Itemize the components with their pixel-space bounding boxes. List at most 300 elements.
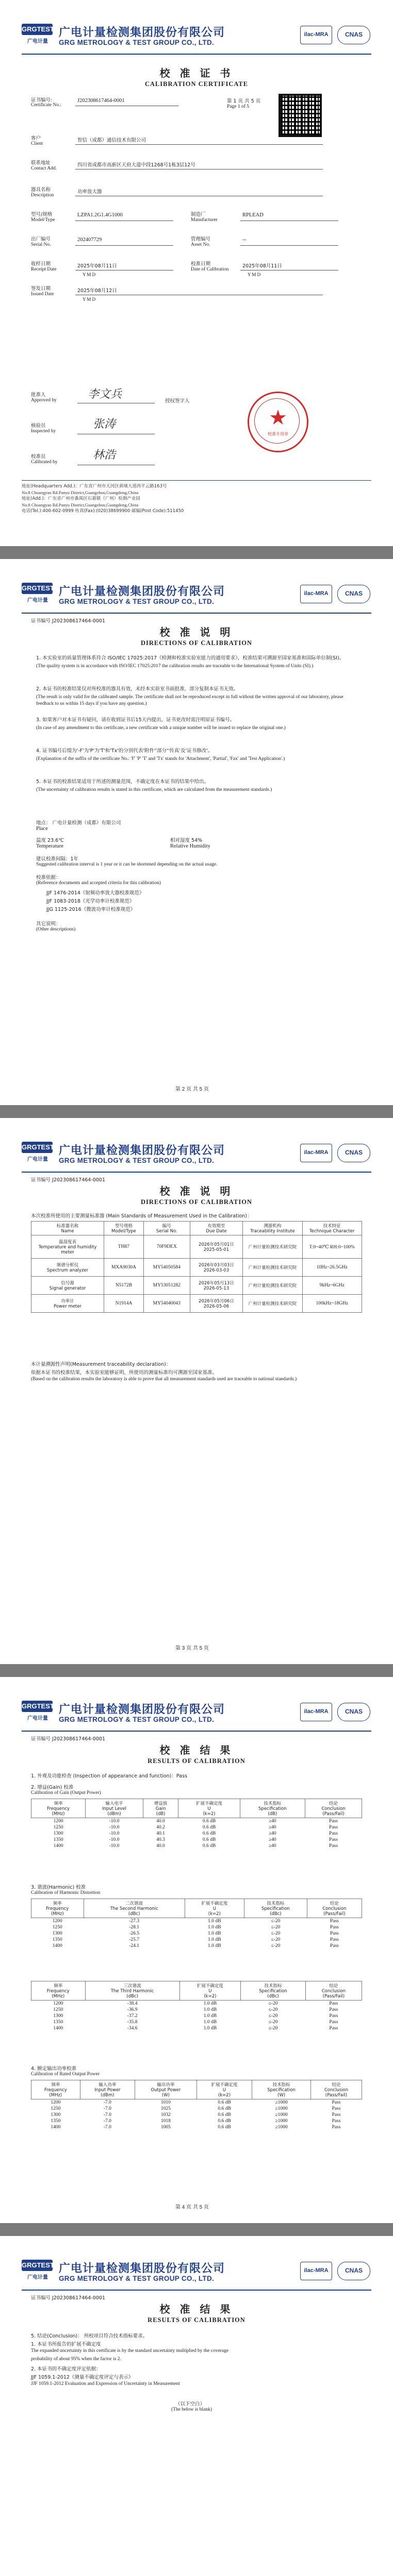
page-header	[22, 23, 371, 49]
table-cell: 1250	[52, 1925, 62, 1930]
inspected-signature: 张涛	[93, 418, 116, 431]
table-cell: 1350	[52, 1937, 62, 1942]
table-cell: N5172B	[104, 1277, 144, 1295]
table-cell: 1350	[53, 1837, 63, 1842]
table-cell: ≤-20	[268, 2026, 278, 2031]
table-row	[31, 1837, 362, 1843]
company-logo: GRGTEST 广电计量	[22, 1142, 54, 1164]
table-cell: 0.6 dB	[218, 2100, 231, 2105]
page-header: GRGTEST 广电计量 广电计量检测集团股份有限公司 GRG METROLOGY & TEST GROUP CO., LTD. ilac-MRA CNAS	[22, 1700, 371, 1726]
table-cell: ≥1000	[275, 2100, 288, 2105]
table-header	[31, 1222, 362, 1235]
cnas-icon: CNAS	[337, 26, 370, 44]
blank-marker: （以下空白）	[175, 2401, 205, 2407]
table-cell: ≥1000	[275, 2119, 288, 2124]
table-cell: ≥40	[268, 1837, 276, 1842]
page-title: 校 准 结 果	[159, 2303, 234, 2315]
table-cell: Pass	[330, 1937, 339, 1942]
table-cell: ≤-20	[271, 1931, 281, 1936]
table-cell: 0.6 dB	[202, 1825, 216, 1830]
field-value: RPLEAD	[242, 212, 264, 218]
field-label-en: Description	[31, 193, 54, 198]
table-cell: 1200	[51, 2100, 61, 2105]
direction-paragraph: (The quality system is in accordance with ISO/IEC 17025:2017 the calibration results are traceable to the International System of Units (SI).)	[36, 664, 314, 669]
page-header: GRGTEST 广电计量 广电计量检测集团股份有限公司 GRG METROLOGY & TEST GROUP CO., LTD. ilac-MRA CNAS	[22, 1141, 371, 1167]
table-cell: -10.0	[109, 1831, 120, 1836]
field-label-en: Manufacturer	[191, 217, 218, 223]
field-label: 出厂编号	[31, 236, 51, 242]
date-format: Y M D	[248, 272, 261, 277]
gain-table	[31, 1799, 362, 1849]
column-header: 型号规格 Model/Type	[104, 1222, 144, 1235]
table-cell: Pass	[329, 2020, 338, 2025]
field-value: 2025年08月12日	[77, 288, 117, 294]
table-header	[31, 1899, 362, 1918]
table-cell: 1025	[160, 2106, 171, 2111]
table-row	[31, 1937, 362, 1943]
table-header	[31, 1981, 362, 2001]
table-cell: 信号源 Signal generator	[31, 1277, 104, 1295]
result-line: JJF 1059.1-2012 Evaluation and Expression of Uncertainty in Measurement	[31, 2381, 180, 2386]
field-label: 制造厂	[191, 212, 206, 217]
table-cell: 40.1	[156, 1831, 165, 1836]
table-cell: 温湿度表 Temperature and humidity meter	[31, 1235, 104, 1259]
cert-no-label-en: Certificate No.:	[31, 103, 62, 108]
column-header: 结论 Conclusion (Pass/Fail)	[305, 1799, 362, 1818]
table-cell: -36.9	[127, 2007, 138, 2012]
page-subtitle: RESULTS OF CALIBRATION	[148, 2316, 245, 2324]
field-label-en: Asset No.	[191, 242, 210, 247]
result-line: The expanded uncertainty in this certificate is by the standard uncertainty multiplied by the coverage	[31, 2348, 229, 2353]
column-header: 溯源机构 Traceability Institute	[243, 1222, 302, 1235]
table-cell: 1250	[53, 2007, 63, 2012]
ilac-mra-icon: ilac-MRA	[300, 2262, 332, 2280]
table-cell: 1250	[53, 1825, 63, 1830]
result-line: 1. 本证书所报告的扩展不确定度	[31, 2342, 101, 2347]
column-header: 增益值 Gain (dB)	[143, 1799, 178, 1818]
page-number: 第 4 页 共 5 页	[175, 2205, 209, 2210]
table-row	[31, 1918, 362, 1925]
field-value: 智信（成都）通信技术有限公司	[77, 138, 146, 143]
calibration-seal-icon: ★ 校准专用章	[248, 392, 308, 452]
certificate-page-2: GRGTEST 广电计量 广电计量检测集团股份有限公司 GRG METROLOGY & TEST GROUP CO., LTD. ilac-MRA CNAS 证书编号 J202308617464-0001 校 准 说 明 DIRECTIONS OF CALIBRATION 1. 本实验室的质量管理体系符合 ISO/IEC 17025:2017《检测和校准实验室能力的通用要求》，校准结果可溯源至国家基准和国际单位制(SI)。 (The quality system is in accordance with ISO/IEC 17025:2017 the calibration results are traceable to the International System of Units (SI).) 2. 本证书的校准结果仅对所校准的器具有效，未经本实验室书面批准，部分复制本证书无效。 (The result is only valid for the calibrated sample. The certificate shall not be reproduced except in full without the written approval of our laboratory, please feedback to us within 15 days if you have any question.) 3. 如果客户对本证书有疑问，请在收到证书后15天内提出，证书更改时需注明原证书编号。 (In case of any amendment to this certificate, a new certificate with a unique number will be issued to replace the original one.) 4. 证书编号后缀为'-F'为'P'为'T'和'Tx'的分别代表'附件''部分''传真'及'证书修改'。 (Explanation of the suffix of the certificate No.: 'F' 'P' 'T' and 'Tx' stands for 'Attachment', 'Partial', 'Fax' and 'Test Application'.) 5. 本证书的校准结果适用于所述的测量范围，不确定度在本证书的结果中给出。 (The uncertainty of calibration results is stated in this certificate, which are calculated from the measurement standards.) 地点： 广电计量检测（成都）有限公司 Place 温度 23.6℃ Temperature 相对湿度 54% Relative Humidity 建议校准间隔：1年 Suggested calibration interval is 1 year or it can be shortened depending on the actual usage. 校准依据： (Reference documents and accepted criteria for this calibration) JJF 1476-2014《射频功率放大器校准规范》 JJF 1083-2018《光学功率计校准规范》 JJG 1125-2016《微波功率计校准规范》 其它说明： (Other descriptions) 第 2 页 共 5 页	[0, 559, 393, 1105]
table-row	[31, 2106, 362, 2112]
direction-paragraph: (The uncertainty of calibration results is stated in this certificate, which are calculated from the measurement standards.)	[36, 787, 272, 792]
table-cell: -10.0	[109, 1825, 120, 1830]
table-cell: -26.5	[129, 1931, 140, 1936]
table-row	[31, 2013, 362, 2019]
table-row	[31, 1295, 362, 1313]
page-subtitle: CALIBRATION CERTIFICATE	[144, 80, 249, 88]
field-label-en: Issued Date	[31, 292, 54, 297]
table-cell: 100kHz~18GHz	[302, 1295, 362, 1313]
table-cell: Pass	[332, 2125, 341, 2130]
certificate-page-4: GRGTEST 广电计量 广电计量检测集团股份有限公司 GRG METROLOGY & TEST GROUP CO., LTD. ilac-MRA CNAS 证书编号 J202308617464-0001 校 准 结 果 RESULTS OF CALIBRATION 1. 外观及功能检查 (Inspection of appearance and function)：Pass 2. 增益(Gain) 校准 Calibration of Gain (Output Power) 频率 Frequency (MHz) 输入电平 Input Level (dBm) 增益值 Gain (dB) 扩展不确定度 U (k=2) 技术指标 Specification (dB) 结论 Conclusion (Pass/Fail) 1200 -10.0 40.0 0.6 dB ≥40 Pass 1250 -10.0 40.2 0.6 dB ≥40 Pass 1300 -10.0 40.1 0.6 dB ≥40 Pass 1350 -10.0 40.3 0.6 dB ≥40 Pass 1400 -10.0 40.0 0.6 dB ≥40 Pass 3. 谐波(Harmonic) 校准 Calibration of Harmonic Distortion 频率 Frequency (MHz) 二次谐波 The Second Harmonic (dBc) 扩展不确定度 U (k=2) 技术指标 Specification (dBc) 结论 Conclusion (Pass/Fail) 1200 -27.3 1.0 dB ≤-20 Pass 1250 -28.1 1.0 dB ≤-20 Pass 1300 -26.5 1.0 dB ≤-20 Pass 1350 -25.7 1.0 dB ≤-20 Pass 1400 -24.1 1.0 dB ≤-20 Pass 频率 Frequency (MHz) 三次谐波 The Third Harmonic (dBc) 扩展不确定度 U (k=2) 技术指标 Specification (dBc) 结论 Conclusion (Pass/Fail) 1200 -38.4 1.0 dB ≤-20 Pass 1250 -36.9 1.0 dB ≤-20 Pass 1300 -37.2 1.0 dB ≤-20 Pass 1350 -35.8 1.0 dB ≤-20 Pass 1400 -34.6 1.0 dB ≤-20 Pass 4. 额定输出功率校准 Calibration of Rated Output Power 频率 Frequency (MHz) 输入功率 Input Power (dBm) 输出功率 Output Power (W) 扩展不确定度 U (k=2) 技术指标 Specification (W) 结论 Conclusion (Pass/Fail) 1200 -7.0 1010 0.6 dB ≥1000 Pass 1250 -7.0 1025 0.6 dB ≥1000 Pass 1300 -7.0 1032 0.6 dB ≥1000 Pass 1350 -7.0 1018 0.6 dB ≥1000 Pass 1400 -7.0 1005 0.6 dB ≥1000 Pass 第 4 页 共 5 页	[0, 1677, 393, 2223]
table-cell: -10.0	[109, 1837, 120, 1842]
table-cell: Pass	[330, 1943, 339, 1948]
table-cell: MY54050584	[143, 1259, 190, 1277]
table-cell: ≥1000	[275, 2106, 288, 2111]
table-cell: 40.3	[156, 1837, 165, 1842]
field-label: 校准日期	[191, 261, 211, 267]
table-cell: 2026年05月13日 2026-05-13	[190, 1277, 243, 1295]
date-format: Y M D	[83, 297, 96, 302]
table-cell: ≥40	[268, 1843, 276, 1849]
table-cell: 功率计 Power meter	[31, 1295, 104, 1313]
ilac-mra-icon: ilac-MRA	[300, 1144, 332, 1162]
page-title: 校 准 说 明	[159, 1185, 234, 1197]
table-cell: Pass	[330, 1925, 339, 1930]
column-header: 标准器名称 Name	[31, 1222, 104, 1235]
column-header: 技术指标 Specification (dBc)	[244, 1899, 307, 1918]
table-cell: -7.0	[103, 2100, 111, 2105]
table-cell: Pass	[330, 1931, 339, 1936]
table-cell: 1.0 dB	[203, 2013, 217, 2019]
page-number: 第 2 页 共 5 页	[175, 1087, 209, 1092]
table-cell: 0.6 dB	[202, 1831, 216, 1836]
table-cell: 1018	[160, 2119, 171, 2124]
header-divider	[22, 54, 371, 55]
cert-line: 证书编号 J202308617464-0001	[31, 618, 105, 624]
field-value: --	[242, 237, 246, 243]
direction-paragraph: 3. 如果客户对本证书有疑问，请在收到证书后15天内提出，证书更改时需注明原证书编号。	[36, 717, 235, 723]
column-header: 技术指标 Specification (dB)	[240, 1799, 305, 1818]
table-cell: -38.4	[127, 2001, 138, 2006]
field-label: 签发日期	[31, 286, 51, 292]
table-cell: ≤-20	[268, 2007, 278, 2012]
table-cell: -34.6	[127, 2026, 138, 2031]
table-cell: -25.7	[129, 1937, 140, 1942]
column-header: 技术指标 Specification (W)	[252, 2080, 311, 2099]
field-label-en: Contact Add.	[31, 166, 57, 171]
table-cell: 0.6 dB	[202, 1837, 216, 1842]
table-cell: 1005	[160, 2125, 171, 2130]
table-cell: 1.0 dB	[208, 1925, 221, 1930]
table-cell: 1400	[52, 1943, 62, 1948]
table-cell: Pass	[329, 2026, 338, 2031]
table-cell: 0.6 dB	[218, 2125, 231, 2130]
table-cell: ≤-20	[268, 2020, 278, 2025]
table-cell: Pass	[329, 1819, 338, 1824]
table-cell: ≤-20	[268, 2001, 278, 2006]
table-cell: 1.0 dB	[203, 2026, 217, 2031]
column-header: 二次谐波 The Second Harmonic (dBc)	[84, 1899, 185, 1918]
table-cell: -35.8	[127, 2020, 138, 2025]
column-header: 输出功率 Output Power (W)	[135, 2080, 197, 2099]
company-name-cn: 广电计量检测集团股份有限公司	[59, 26, 225, 39]
cnas-icon: CNAS	[337, 1144, 370, 1162]
result-line: JJF 1059.1-2012《测量不确定度评定与表示》	[31, 2375, 134, 2380]
field-label-en: Serial No.	[31, 242, 51, 247]
field-value: 2025年08月11日	[77, 263, 117, 269]
table-row	[31, 1943, 362, 1949]
table-cell: 1.0 dB	[208, 1919, 221, 1924]
result-line: 2. 本证书的不确定度评定依据：	[31, 2366, 101, 2372]
column-header: 有效期至 Due Date	[190, 1222, 243, 1235]
table-cell: 1350	[53, 2020, 63, 2025]
direction-paragraph: (Explanation of the suffix of the certificate No.: 'F' 'P' 'T' and 'Tx' stands for 'Attachment', 'Partial', 'Fax' and 'Test Application'.)	[36, 756, 285, 761]
table-cell: Pass	[329, 1837, 338, 1842]
cert-no-value: J202308617464-0001	[77, 98, 125, 104]
table-cell: 1400	[53, 2026, 63, 2031]
table-cell: 1200	[53, 1819, 63, 1824]
page-title: 校 准 说 明	[159, 626, 234, 638]
table-cell: ≤-20	[271, 1937, 281, 1942]
table-cell: 0.6 dB	[218, 2112, 231, 2117]
table-cell: 1010	[160, 2100, 171, 2105]
table-cell: 1.0 dB	[208, 1931, 221, 1936]
table-cell: -7.0	[103, 2125, 111, 2130]
company-name-en: GRG METROLOGY & TEST GROUP CO., LTD.	[59, 39, 215, 46]
reference-item: JJF 1476-2014《射频功率放大器校准规范》	[46, 890, 144, 896]
table-row	[31, 1259, 362, 1277]
company-logo: GRGTEST 广电计量	[22, 2260, 54, 2282]
standards-table	[31, 1221, 362, 1313]
output-power-table	[31, 2080, 362, 2130]
column-header: 频率 Frequency (MHz)	[31, 1799, 86, 1818]
table-cell: 2026年05月06日 2026-05-06	[190, 1295, 243, 1313]
table-cell: Pass	[329, 2013, 338, 2019]
column-header: 扩展不确定度 U (k=2)	[178, 1799, 240, 1818]
table-cell: Pass	[332, 2119, 341, 2124]
table-cell: 1.0 dB	[203, 2020, 217, 2025]
table-cell: 广州计量检测技术研究院	[243, 1259, 302, 1277]
column-header: 输入电平 Input Level (dBm)	[86, 1799, 143, 1818]
page-header: GRGTEST 广电计量 广电计量检测集团股份有限公司 GRG METROLOGY & TEST GROUP CO., LTD. ilac-MRA CNAS	[22, 2259, 371, 2285]
direction-paragraph: 5. 本证书的校准结果适用于所述的测量范围，不确定度在本证书的结果中给出。	[36, 779, 209, 785]
table-cell: 频谱分析仪 Spectrum analyzer	[31, 1259, 104, 1277]
column-header: 扩展不确定度 U (k=2)	[196, 2080, 252, 2099]
table-cell: Pass	[329, 2001, 338, 2006]
page-title: 校 准 证 书	[159, 67, 234, 79]
field-value: LZPA1.2G1.4G1000	[77, 212, 123, 218]
table-row	[31, 1277, 362, 1295]
field-value: 202407729	[77, 237, 102, 243]
table-cell: 1032	[160, 2112, 171, 2117]
table-cell: 1.0 dB	[203, 2007, 217, 2012]
table-cell: -10.0	[109, 1819, 120, 1824]
column-header: 扩展不确定度 U (k=2)	[185, 1899, 244, 1918]
calibrated-signature: 林浩	[93, 449, 116, 462]
table-row	[31, 1235, 362, 1259]
column-header: 结论 Conclusion (Pass/Fail)	[307, 1899, 362, 1918]
direction-paragraph: 4. 证书编号后缀为'-F'为'P'为'T'和'Tx'的分别代表'附件''部分''传真'及'证书修改'。	[36, 748, 213, 754]
approved-signature: 李文兵	[88, 388, 122, 401]
qr-code-icon	[279, 94, 322, 137]
table-cell: -37.2	[127, 2013, 138, 2019]
table-row	[31, 1818, 362, 1825]
table-cell: ≤-20	[271, 1919, 281, 1924]
ilac-mra-icon: ilac-MRA	[300, 585, 332, 603]
field-label-en: Receipt Date	[31, 267, 57, 272]
ilac-mra-icon: ilac-MRA	[300, 1703, 332, 1721]
certificate-page-3: GRGTEST 广电计量 广电计量检测集团股份有限公司 GRG METROLOGY & TEST GROUP CO., LTD. ilac-MRA CNAS 证书编号 J202308617464-0001 校 准 说 明 DIRECTIONS OF CALIBRATION 本次校准所使用的主要测量标准器 (Main Standards of Measurement Used in the Calibration)： 标准器名称 Name 型号规格 Model/Type 编号 Serial No. 有效期至 Due Date 溯源机构 Traceability Institute 技术特征 Technique Character 温湿度表 Temperature and humidity meter TH87 70F9DEX 2026年05月01日 2025-05-01 广州计量检测技术研究院 T:0~40℃ RH:0~100% 频谱分析仪 Spectrum analyzer MXA9030A MY54050584 2026年03月03日 2026-03-03 广州计量检测技术研究院 10Hz~26.5GHz 信号源 Signal generator N5172B MY53051282 2026年05月13日 2026-05-13 广州计量检测技术研究院 9kHz~6GHz 功率计 Power meter N1914A MY54040043 2026年05月06日 2026-05-06 广州计量检测技术研究院 100kHz~18GHz 本计量溯源性声明(Measurement traceability declaration)： 依据本证书的校准结果，本实验室能够证明，所使用的测量标准均可溯源至国家基准。 (Based on the calibration results the laboratory is able to prove that all measurement standards used are traceable to national standards.) 第 3 页 共 5 页	[0, 1118, 393, 1664]
reference-item: JJG 1125-2016《微波功率计校准规范》	[46, 907, 136, 912]
column-header: 频率 Frequency (MHz)	[31, 1899, 84, 1918]
result-line: 5. 结论(Conclusion)： 所校项目符合技术指标要求。	[31, 2333, 148, 2339]
direction-paragraph: 2. 本证书的校准结果仅对所校准的器具有效，未经本实验室书面批准，部分复制本证书无效。	[36, 686, 239, 692]
table-cell: -7.0	[103, 2119, 111, 2124]
table-header	[31, 1799, 362, 1818]
table-cell: 1200	[52, 1919, 62, 1924]
certificate-page-1: GRGTEST 广电计量 广电计量检测集团股份有限公司 GRG METROLOGY & TEST GROUP CO., LTD. ilac-MRA CNAS 校 准 证 书 CALIBRATION CERTIFICATE 证书编号: Certificate No.: J202308617464-0001 第 1 页 共 5 页 Page 1 of 5 客户 Client 智信（成都）通信技术有限公司 联系地址 Contact Add. 四川省成都市高新区天府大道中段1268号1栋3层12号 器具名称 Description 功率放大器 型号/规格 Model/Type LZPA1.2G1.4G1000 制造厂 Manufacturer RPLEAD 出厂编号 Serial No. 202407729 管理编号 Asset No. -- 收样日期 Receipt Date 2025年08月11日 校准日期 Date of Calibration 2025年08月11日 Y M D Y M D 签发日期 Issued Date 2025年08月12日 Y M D 批准人 Approved by 李文兵 授权签字人 核验员 Inspected by 张涛 校准员 Calibrated by 林浩 ★ 校准专用章 地址(Headquarters Add.)：广东省广州市天河区黄埔大道西平云路163号 No.8 Chuangyao Rd.Panyu District,Guangzhou,Guangdong,China 地址(Add.)：广东省广州市番禺区石碁镇（广州）检测产业园 No.8 Chuangyao Rd.Panyu District,Guangzhou,Guangdong,China 电话(Tel.):400-602-0999 传真(Fax):(020)38699900 邮编(Post Code):511450	[0, 0, 393, 546]
page-label: 第 1 页 共 5 页	[227, 98, 261, 104]
table-cell: 40.0	[156, 1843, 165, 1849]
column-header: 频率 Frequency (MHz)	[31, 2080, 80, 2099]
table-cell: 2026年03月03日 2026-03-03	[190, 1259, 243, 1277]
column-header: 频率 Frequency (MHz)	[31, 1981, 86, 2001]
table-cell: 1.0 dB	[208, 1937, 221, 1942]
table-header	[31, 2080, 362, 2099]
table-row	[31, 2007, 362, 2013]
table-cell: T:0~40℃ RH:0~100%	[302, 1235, 362, 1259]
page-subtitle: DIRECTIONS OF CALIBRATION	[140, 639, 252, 647]
table-row	[31, 1824, 362, 1831]
field-label: 客户	[31, 135, 41, 141]
field-label: 器具名称	[31, 187, 51, 193]
table-cell: N1914A	[104, 1295, 144, 1313]
table-row	[31, 2025, 362, 2031]
table-cell: 40.0	[156, 1819, 165, 1824]
table-cell: -7.0	[103, 2106, 111, 2111]
table-cell: Pass	[332, 2112, 341, 2117]
table-row	[31, 2001, 362, 2007]
table-cell: 0.6 dB	[202, 1843, 216, 1849]
table-cell: 1400	[53, 1843, 63, 1849]
table-cell: 1.0 dB	[203, 2001, 217, 2006]
table-row	[31, 2019, 362, 2025]
table-cell: 1300	[53, 2013, 63, 2019]
table-cell: ≤-20	[271, 1943, 281, 1948]
table-row	[31, 2124, 362, 2130]
table-cell: 0.6 dB	[218, 2119, 231, 2124]
date-format: Y M D	[83, 272, 96, 277]
second-harmonic-table	[31, 1899, 362, 1949]
table-cell: ≥40	[268, 1825, 276, 1830]
table-cell: -7.0	[103, 2112, 111, 2117]
company-logo: GRGTEST 广电计量	[22, 24, 54, 46]
table-row	[31, 2118, 362, 2124]
reference-item: JJF 1083-2018《光学功率计校准规范》	[46, 899, 135, 904]
field-label-en: Model/Type	[31, 217, 55, 223]
table-cell: Pass	[332, 2100, 341, 2105]
company-logo: GRGTEST 广电计量	[22, 583, 54, 605]
page-title: 校 准 结 果	[159, 1744, 234, 1756]
field-value: 2025年08月11日	[242, 263, 282, 269]
page-subtitle: DIRECTIONS OF CALIBRATION	[140, 1198, 252, 1206]
table-cell: 广州计量检测技术研究院	[243, 1277, 302, 1295]
table-cell: -24.1	[129, 1943, 140, 1948]
table-cell: 0.6 dB	[218, 2106, 231, 2111]
table-cell: 1250	[51, 2106, 61, 2111]
table-cell: -27.3	[129, 1919, 140, 1924]
page-header: GRGTEST 广电计量 广电计量检测集团股份有限公司 GRG METROLOGY & TEST GROUP CO., LTD. ilac-MRA CNAS	[22, 582, 371, 608]
page-subtitle: RESULTS OF CALIBRATION	[148, 1757, 245, 1765]
table-cell: 1300	[52, 1931, 62, 1936]
column-header: 技术特征 Technique Character	[302, 1222, 362, 1235]
table-cell: Pass	[329, 2007, 338, 2012]
table-cell: MY53051282	[143, 1277, 190, 1295]
table-cell: Pass	[332, 2106, 341, 2111]
ilac-mra-icon: ilac-MRA	[300, 26, 332, 44]
table-cell: 1400	[51, 2125, 61, 2130]
table-row	[31, 1843, 362, 1849]
table-cell: Pass	[329, 1831, 338, 1836]
column-header: 技术指标 Specification (dBc)	[241, 1981, 306, 2001]
field-value: 功率放大器	[77, 189, 102, 195]
table-row	[31, 1831, 362, 1837]
table-cell: 广州计量检测技术研究院	[243, 1295, 302, 1313]
table-cell: 广州计量检测技术研究院	[243, 1235, 302, 1259]
cnas-icon: CNAS	[337, 1703, 370, 1721]
column-header: 结论 Conclusion (Pass/Fail)	[305, 1981, 362, 2001]
table-cell: ≤-20	[271, 1925, 281, 1930]
cert-no-label: 证书编号:	[31, 97, 53, 103]
accreditation-marks	[300, 26, 371, 46]
page-number: 第 3 页 共 5 页	[175, 1646, 209, 1651]
table-row	[31, 2112, 362, 2118]
field-label-en: Client	[31, 141, 43, 146]
field-label: 联系地址	[31, 160, 51, 166]
table-cell: 1350	[51, 2119, 61, 2124]
field-label: 管理编号	[191, 236, 211, 242]
table-cell: 1300	[53, 1831, 63, 1836]
field-label: 型号/规格	[31, 212, 53, 217]
table-cell: 9kHz~6GHz	[302, 1277, 362, 1295]
table-cell: TH87	[104, 1235, 144, 1259]
certificate-page-5: GRGTEST 广电计量 广电计量检测集团股份有限公司 GRG METROLOGY & TEST GROUP CO., LTD. ilac-MRA CNAS 证书编号 J202308617464-0001 校 准 结 果 RESULTS OF CALIBRATION 5. 结论(Conclusion)： 所校项目符合技术指标要求。 1. 本证书所报告的扩展不确定度 The expanded uncertainty in this certificate is by the standard uncertainty multiplied by the coverage probability of about 95% when the factor is 2. 2. 本证书的不确定度评定依据： JJF 1059.1-2012《测量不确定度评定与表示》 JJF 1059.1-2012 Evaluation and Expression of Uncertainty in Measurement （以下空白） (The below is blank)	[0, 2236, 393, 2576]
column-header: 编号 Serial No.	[143, 1222, 190, 1235]
company-logo: GRGTEST 广电计量	[22, 1701, 54, 1723]
field-value: 四川省成都市高新区天府大道中段1268号1栋3层12号	[77, 162, 195, 168]
column-header: 扩展不确定度 U (k=2)	[179, 1981, 241, 2001]
table-cell: 1300	[51, 2112, 61, 2117]
table-cell: -28.1	[129, 1925, 140, 1930]
table-row	[31, 1930, 362, 1937]
table-cell: 70F9DEX	[143, 1235, 190, 1259]
field-label-en: Date of Calibration	[191, 267, 229, 272]
column-header: 三次谐波 The Third Harmonic (dBc)	[85, 1981, 179, 2001]
table-cell: Pass	[329, 1843, 338, 1849]
table-cell: Pass	[330, 1919, 339, 1924]
table-cell: 1.0 dB	[208, 1943, 221, 1948]
table-cell: 1200	[53, 2001, 63, 2006]
direction-paragraph: 1. 本实验室的质量管理体系符合 ISO/IEC 17025:2017《检测和校准实验室能力的通用要求》，校准结果可溯源至国家基准和国际单位制(SI)。	[36, 655, 345, 661]
table-cell: 0.6 dB	[202, 1819, 216, 1824]
column-header: 结论 Conclusion (Pass/Fail)	[310, 2080, 362, 2099]
table-cell: 40.2	[156, 1825, 165, 1830]
table-cell: ≥40	[268, 1819, 276, 1824]
table-cell: 2026年05月01日 2025-05-01	[190, 1235, 243, 1259]
table-cell: -10.0	[109, 1843, 120, 1849]
cnas-icon: CNAS	[337, 2262, 370, 2280]
table-cell: ≥40	[268, 1831, 276, 1836]
direction-paragraph: (The result is only valid for the calibrated sample. The certificate shall not be reproduced except in full without the written approval of our laboratory, please feedback to us within 15 days if you have any question.)	[36, 694, 343, 706]
table-cell: MY54040043	[143, 1295, 190, 1313]
table-cell: ≥1000	[275, 2125, 288, 2130]
table-cell: ≤-20	[268, 2013, 278, 2019]
table-cell: Pass	[329, 1825, 338, 1830]
direction-paragraph: (In case of any amendment to this certificate, a new certificate with a unique number will be issued to replace the original one.)	[36, 725, 286, 731]
cnas-icon: CNAS	[337, 585, 370, 603]
page-footer: 地址(Headquarters Add.)：广东省广州市天河区黄埔大道西平云路163号 No.8 Chuangyao Rd.Panyu District,Guangzhou,Guangdong,China 地址(Add.)：广东省广州市番禺区石碁镇（广州）检测产业园 No.8 Chuangyao Rd.Panyu District,Guangzhou,Guangdong,China 电话(Tel.):400-602-0999 传真(Fax):(020)38699900 邮编(Post Code):511450	[22, 484, 184, 514]
table-cell: ≥1000	[275, 2112, 288, 2117]
result-line: probability of about 95% when the factor is 2.	[31, 2357, 121, 2362]
table-row	[31, 2099, 362, 2106]
table-cell: 10Hz~26.5GHz	[302, 1259, 362, 1277]
third-harmonic-table	[31, 1981, 362, 2031]
table-cell: MXA9030A	[104, 1259, 144, 1277]
